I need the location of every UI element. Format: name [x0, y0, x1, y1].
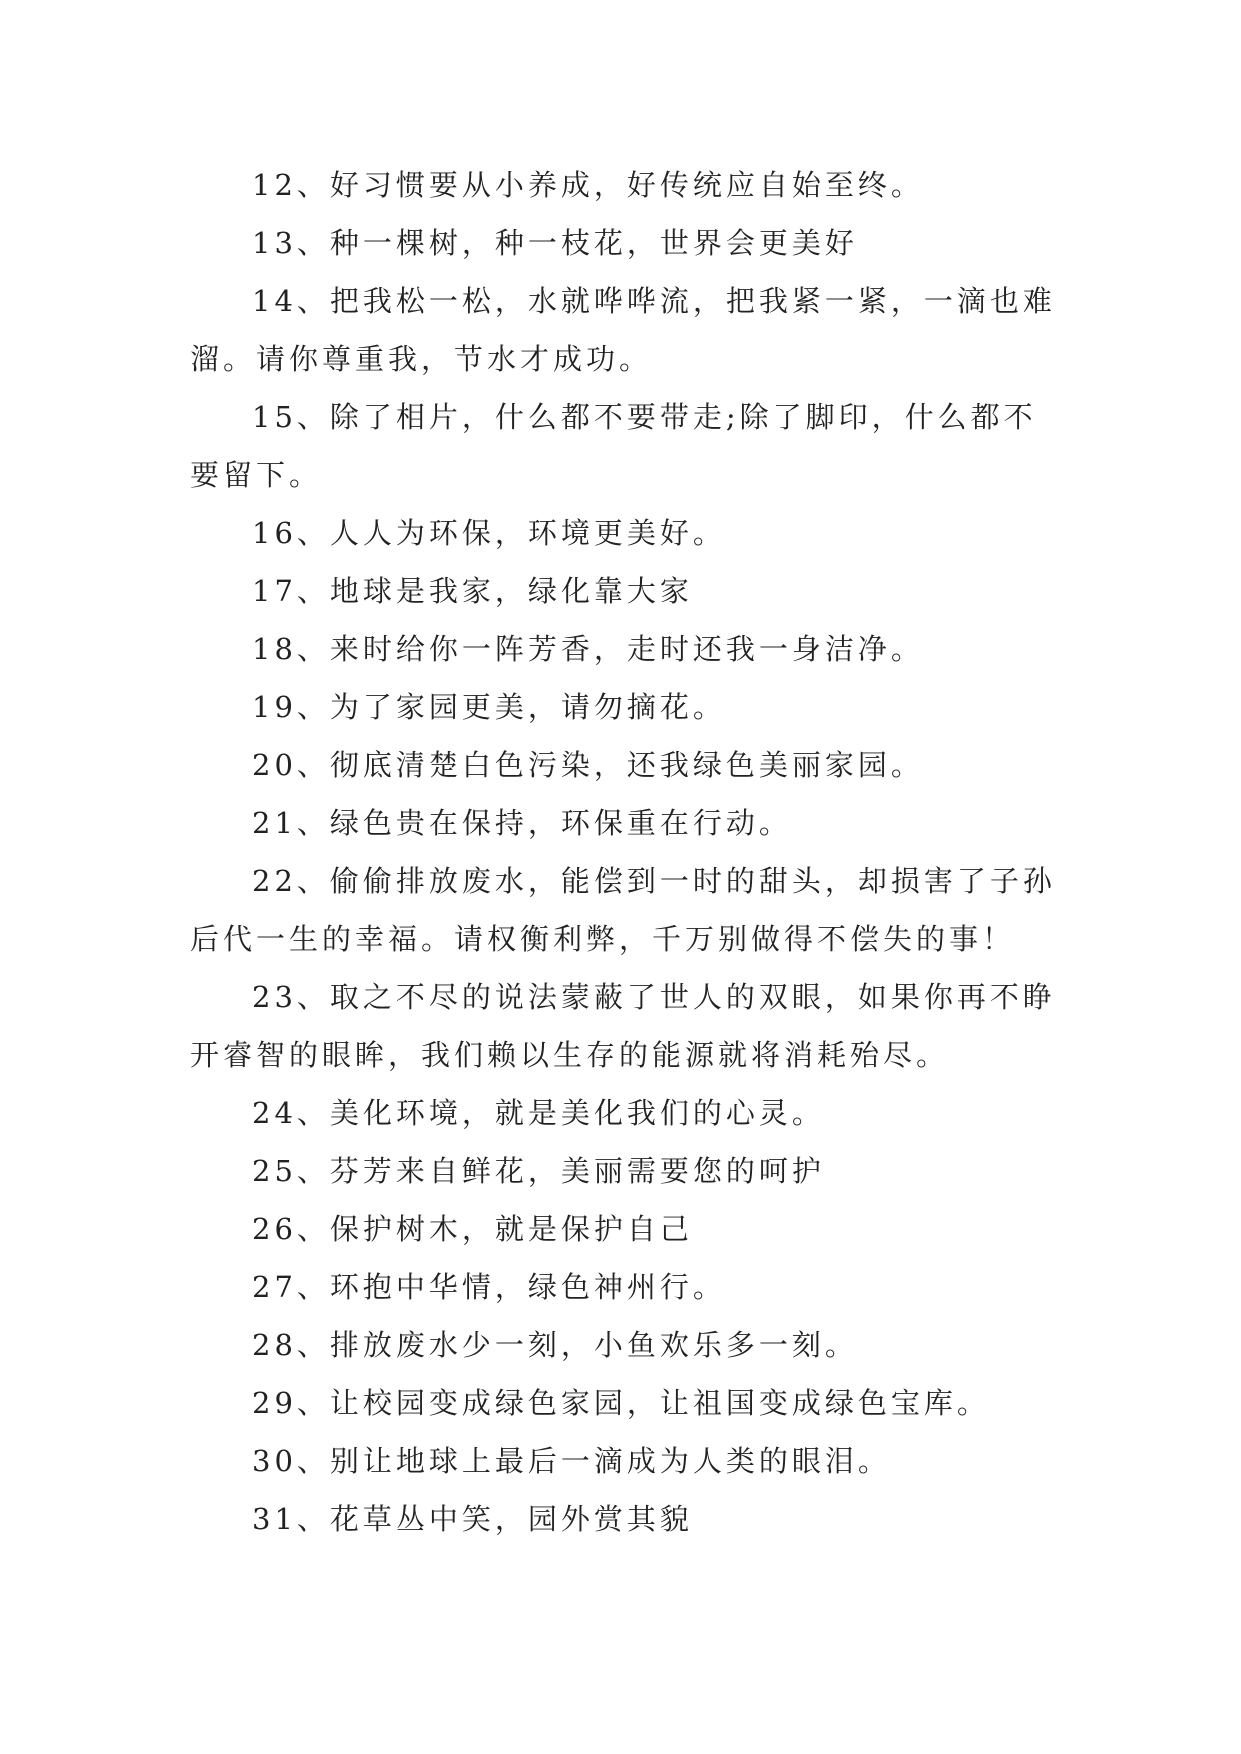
slogan-paragraph-18: 18、来时给你一阵芳香，走时还我一身洁净。 [252, 632, 924, 666]
slogan-paragraph-23: 23、取之不尽的说法蒙蔽了世人的双眼，如果你再不睁开睿智的眼眸，我们赖以生存的能源就将消耗殆尽。 [190, 980, 1056, 1072]
slogan-paragraph-24: 24、美化环境，就是美化我们的心灵。 [252, 1096, 825, 1130]
slogan-paragraph-31: 31、花草丛中笑，园外赏其貌 [252, 1502, 693, 1536]
slogan-paragraph-29: 29、让校园变成绿色家园，让祖国变成绿色宝库。 [252, 1386, 990, 1420]
slogan-paragraph-25: 25、芬芳来自鲜花，美丽需要您的呵护 [252, 1154, 825, 1188]
document-body [190, 156, 1060, 1548]
slogan-paragraph-27: 27、环抱中华情，绿色神州行。 [252, 1270, 726, 1304]
slogan-paragraph-30: 30、别让地球上最后一滴成为人类的眼泪。 [252, 1444, 891, 1478]
slogan-paragraph-14: 14、把我松一松，水就哗哗流，把我紧一紧，一滴也难溜。请你尊重我，节水才成功。 [190, 284, 1056, 376]
slogan-paragraph-26: 26、保护树木，就是保护自己 [252, 1212, 693, 1246]
slogan-paragraph-28: 28、排放废水少一刻，小鱼欢乐多一刻。 [252, 1328, 858, 1362]
slogan-paragraph-20: 20、彻底清楚白色污染，还我绿色美丽家园。 [252, 748, 924, 782]
slogan-paragraph-12: 12、好习惯要从小养成，好传统应自始至终。 [252, 168, 924, 202]
slogan-paragraph-16: 16、人人为环保，环境更美好。 [252, 516, 726, 550]
slogan-paragraph-19: 19、为了家园更美，请勿摘花。 [252, 690, 726, 724]
slogan-paragraph-13: 13、种一棵树，种一枝花，世界会更美好 [252, 226, 858, 260]
slogan-paragraph-15: 15、除了相片，什么都不要带走;除了脚印，什么都不要留下。 [190, 400, 1037, 492]
slogan-paragraph-17: 17、地球是我家，绿化靠大家 [252, 574, 693, 608]
slogan-paragraph-21: 21、绿色贵在保持，环保重在行动。 [252, 806, 792, 840]
slogan-paragraph-22: 22、偷偷排放废水，能偿到一时的甜头，却损害了子孙后代一生的幸福。请权衡利弊，千万别做得不偿失的事！ [190, 864, 1056, 956]
